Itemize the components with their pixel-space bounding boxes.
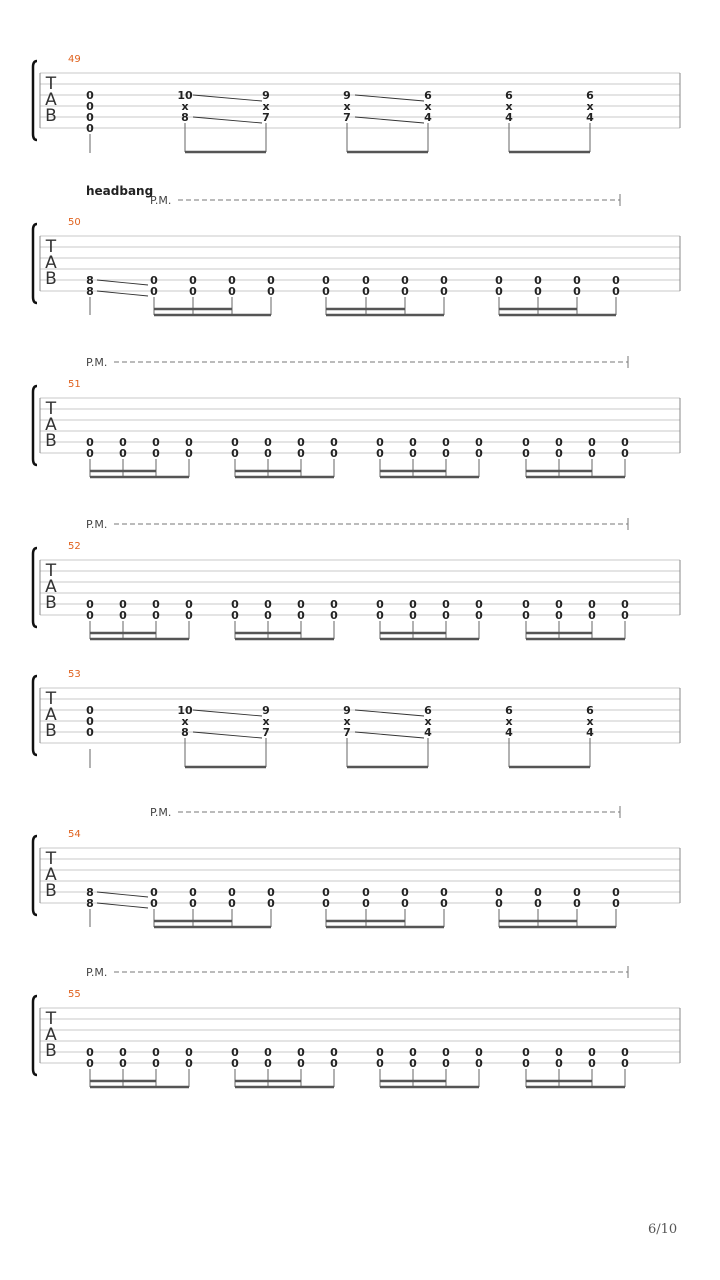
slide-line bbox=[97, 892, 148, 897]
fret-number: 0 bbox=[152, 447, 160, 460]
fret-number: 0 bbox=[534, 886, 542, 899]
fret-number: x bbox=[262, 100, 270, 113]
fret-number: 0 bbox=[189, 897, 197, 910]
measure-number: 50 bbox=[68, 217, 81, 228]
fret-number: 0 bbox=[86, 704, 94, 717]
fret-number: 0 bbox=[475, 598, 483, 611]
fret-number: 0 bbox=[185, 1046, 193, 1059]
fret-number: 0 bbox=[376, 1046, 384, 1059]
fret-number: 0 bbox=[442, 609, 450, 622]
fret-number: x bbox=[181, 100, 189, 113]
fret-number: 0 bbox=[588, 447, 596, 460]
fret-number: 0 bbox=[534, 285, 542, 298]
fret-number: 0 bbox=[362, 285, 370, 298]
tab-letter: T bbox=[45, 849, 57, 869]
fret-number: 0 bbox=[475, 609, 483, 622]
palm-mute-label: P.M. bbox=[150, 806, 172, 819]
fret-number: 7 bbox=[343, 111, 351, 124]
fret-number: 0 bbox=[231, 598, 239, 611]
fret-number: x bbox=[424, 715, 432, 728]
fret-number: 6 bbox=[586, 89, 594, 102]
fret-number: 0 bbox=[189, 886, 197, 899]
fret-number: x bbox=[181, 715, 189, 728]
tab-letter: T bbox=[45, 1009, 57, 1029]
fret-number: 0 bbox=[150, 886, 158, 899]
fret-number: 0 bbox=[621, 609, 629, 622]
tab-letter: A bbox=[45, 253, 57, 273]
tab-letter: T bbox=[45, 689, 57, 709]
fret-number: 0 bbox=[297, 436, 305, 449]
fret-number: 0 bbox=[119, 1046, 127, 1059]
fret-number: 0 bbox=[442, 447, 450, 460]
fret-number: 0 bbox=[86, 100, 94, 113]
fret-number: 0 bbox=[401, 285, 409, 298]
fret-number: 0 bbox=[409, 609, 417, 622]
slide-line bbox=[355, 95, 424, 101]
fret-number: 0 bbox=[475, 1046, 483, 1059]
fret-number: 0 bbox=[264, 1057, 272, 1070]
fret-number: 0 bbox=[297, 609, 305, 622]
fret-number: 8 bbox=[86, 886, 94, 899]
fret-number: 0 bbox=[376, 1057, 384, 1070]
fret-number: 8 bbox=[181, 726, 189, 739]
fret-number: 0 bbox=[119, 436, 127, 449]
fret-number: 0 bbox=[522, 447, 530, 460]
fret-number: x bbox=[262, 715, 270, 728]
fret-number: 0 bbox=[621, 1057, 629, 1070]
fret-number: 0 bbox=[119, 1057, 127, 1070]
fret-number: 0 bbox=[534, 897, 542, 910]
fret-number: 0 bbox=[330, 598, 338, 611]
fret-number: 0 bbox=[86, 447, 94, 460]
palm-mute-label: P.M. bbox=[86, 518, 108, 531]
fret-number: 0 bbox=[185, 436, 193, 449]
fret-number: x bbox=[505, 100, 513, 113]
fret-number: 0 bbox=[264, 598, 272, 611]
tab-letter: A bbox=[45, 577, 57, 597]
fret-number: 0 bbox=[573, 897, 581, 910]
fret-number: 0 bbox=[264, 609, 272, 622]
fret-number: 0 bbox=[264, 1046, 272, 1059]
fret-number: 0 bbox=[228, 274, 236, 287]
fret-number: 0 bbox=[185, 1057, 193, 1070]
fret-number: 0 bbox=[362, 886, 370, 899]
fret-number: 0 bbox=[442, 1046, 450, 1059]
fret-number: 0 bbox=[362, 897, 370, 910]
fret-number: 0 bbox=[522, 1057, 530, 1070]
fret-number: 0 bbox=[189, 285, 197, 298]
tab-letter: B bbox=[45, 721, 57, 741]
fret-number: 0 bbox=[475, 436, 483, 449]
fret-number: 0 bbox=[267, 897, 275, 910]
fret-number: 0 bbox=[621, 598, 629, 611]
fret-number: 8 bbox=[181, 111, 189, 124]
fret-number: 9 bbox=[343, 89, 351, 102]
fret-number: 0 bbox=[409, 1046, 417, 1059]
fret-number: 0 bbox=[152, 1046, 160, 1059]
system-bracket bbox=[33, 996, 37, 1075]
fret-number: 0 bbox=[150, 285, 158, 298]
tab-letter: B bbox=[45, 106, 57, 126]
slide-line bbox=[355, 710, 424, 716]
fret-number: 0 bbox=[588, 1057, 596, 1070]
fret-number: 0 bbox=[119, 609, 127, 622]
fret-number: 0 bbox=[522, 1046, 530, 1059]
fret-number: 0 bbox=[86, 89, 94, 102]
fret-number: 0 bbox=[409, 1057, 417, 1070]
fret-number: 0 bbox=[297, 447, 305, 460]
fret-number: 0 bbox=[231, 1046, 239, 1059]
fret-number: 0 bbox=[86, 715, 94, 728]
fret-number: 8 bbox=[86, 274, 94, 287]
measure-number: 52 bbox=[68, 541, 81, 552]
fret-number: x bbox=[343, 715, 351, 728]
fret-number: 0 bbox=[573, 886, 581, 899]
system-bracket bbox=[33, 386, 37, 465]
fret-number: 0 bbox=[231, 447, 239, 460]
fret-number: 0 bbox=[152, 1057, 160, 1070]
fret-number: 0 bbox=[231, 436, 239, 449]
fret-number: 0 bbox=[555, 1046, 563, 1059]
fret-number: 4 bbox=[586, 111, 594, 124]
fret-number: 0 bbox=[495, 897, 503, 910]
tab-letter: B bbox=[45, 593, 57, 613]
fret-number: 0 bbox=[86, 609, 94, 622]
fret-number: x bbox=[424, 100, 432, 113]
palm-mute-label: P.M. bbox=[86, 966, 108, 979]
fret-number: 0 bbox=[621, 1046, 629, 1059]
fret-number: 0 bbox=[555, 1057, 563, 1070]
fret-number: 0 bbox=[322, 886, 330, 899]
fret-number: 0 bbox=[612, 886, 620, 899]
fret-number: 7 bbox=[343, 726, 351, 739]
fret-number: 0 bbox=[152, 609, 160, 622]
fret-number: x bbox=[505, 715, 513, 728]
fret-number: 0 bbox=[588, 1046, 596, 1059]
fret-number: 0 bbox=[86, 1046, 94, 1059]
slide-line bbox=[193, 710, 262, 716]
fret-number: 0 bbox=[189, 274, 197, 287]
page-number: 6/10 bbox=[648, 1222, 678, 1237]
fret-number: 0 bbox=[555, 598, 563, 611]
fret-number: 6 bbox=[424, 704, 432, 717]
fret-number: 0 bbox=[409, 447, 417, 460]
fret-number: 0 bbox=[401, 897, 409, 910]
fret-number: 0 bbox=[588, 598, 596, 611]
fret-number: 0 bbox=[401, 886, 409, 899]
system-bracket bbox=[33, 836, 37, 915]
fret-number: 7 bbox=[262, 111, 270, 124]
fret-number: 0 bbox=[228, 886, 236, 899]
fret-number: 0 bbox=[231, 609, 239, 622]
fret-number: 0 bbox=[330, 436, 338, 449]
fret-number: 0 bbox=[621, 447, 629, 460]
system-bracket bbox=[33, 224, 37, 303]
tab-letter: T bbox=[45, 399, 57, 419]
fret-number: 0 bbox=[297, 598, 305, 611]
fret-number: 0 bbox=[442, 1057, 450, 1070]
fret-number: 6 bbox=[505, 89, 513, 102]
palm-mute-label: P.M. bbox=[86, 356, 108, 369]
fret-number: 0 bbox=[330, 1057, 338, 1070]
fret-number: 0 bbox=[322, 285, 330, 298]
slide-line bbox=[355, 732, 424, 738]
fret-number: 0 bbox=[612, 897, 620, 910]
fret-number: 0 bbox=[322, 274, 330, 287]
fret-number: 0 bbox=[330, 1046, 338, 1059]
tab-letter: B bbox=[45, 1041, 57, 1061]
fret-number: 0 bbox=[152, 598, 160, 611]
fret-number: 0 bbox=[185, 447, 193, 460]
measure-number: 51 bbox=[68, 379, 81, 390]
fret-number: 0 bbox=[119, 598, 127, 611]
fret-number: 0 bbox=[555, 436, 563, 449]
fret-number: 0 bbox=[588, 436, 596, 449]
fret-number: 0 bbox=[522, 609, 530, 622]
palm-mute-label: P.M. bbox=[150, 194, 172, 207]
fret-number: 0 bbox=[322, 897, 330, 910]
fret-number: 0 bbox=[440, 285, 448, 298]
fret-number: 0 bbox=[442, 598, 450, 611]
tab-letter: A bbox=[45, 705, 57, 725]
fret-number: 0 bbox=[621, 436, 629, 449]
tab-letter: B bbox=[45, 881, 57, 901]
slide-line bbox=[97, 903, 148, 908]
tab-letter: B bbox=[45, 269, 57, 289]
system-bracket bbox=[33, 61, 37, 140]
fret-number: 0 bbox=[297, 1046, 305, 1059]
fret-number: 0 bbox=[86, 726, 94, 739]
fret-number: 4 bbox=[424, 111, 432, 124]
fret-number: 0 bbox=[612, 274, 620, 287]
fret-number: 10 bbox=[177, 89, 193, 102]
tab-letter: A bbox=[45, 90, 57, 110]
fret-number: 4 bbox=[505, 726, 513, 739]
fret-number: 0 bbox=[119, 447, 127, 460]
fret-number: 0 bbox=[264, 447, 272, 460]
fret-number: 0 bbox=[612, 285, 620, 298]
fret-number: 0 bbox=[267, 886, 275, 899]
tab-letter: A bbox=[45, 1025, 57, 1045]
annotation-text: headbang bbox=[86, 184, 154, 198]
fret-number: 6 bbox=[586, 704, 594, 717]
fret-number: 0 bbox=[297, 1057, 305, 1070]
fret-number: 0 bbox=[555, 447, 563, 460]
fret-number: 4 bbox=[505, 111, 513, 124]
fret-number: 0 bbox=[86, 598, 94, 611]
fret-number: 0 bbox=[409, 598, 417, 611]
system-bracket bbox=[33, 676, 37, 755]
fret-number: 0 bbox=[376, 447, 384, 460]
fret-number: 0 bbox=[231, 1057, 239, 1070]
fret-number: 0 bbox=[588, 609, 596, 622]
fret-number: 4 bbox=[586, 726, 594, 739]
fret-number: 6 bbox=[505, 704, 513, 717]
fret-number: 8 bbox=[86, 285, 94, 298]
fret-number: 8 bbox=[86, 897, 94, 910]
fret-number: 10 bbox=[177, 704, 193, 717]
fret-number: 0 bbox=[86, 436, 94, 449]
tab-letter: T bbox=[45, 74, 57, 94]
fret-number: 0 bbox=[150, 897, 158, 910]
fret-number: 0 bbox=[86, 122, 94, 135]
fret-number: 0 bbox=[152, 436, 160, 449]
fret-number: 0 bbox=[150, 274, 158, 287]
fret-number: 0 bbox=[264, 436, 272, 449]
fret-number: 0 bbox=[555, 609, 563, 622]
fret-number: 0 bbox=[495, 886, 503, 899]
fret-number: 0 bbox=[475, 447, 483, 460]
measure-number: 54 bbox=[68, 829, 81, 840]
fret-number: 0 bbox=[228, 285, 236, 298]
slide-line bbox=[193, 117, 262, 123]
fret-number: 0 bbox=[522, 436, 530, 449]
slide-line bbox=[97, 291, 148, 296]
fret-number: 0 bbox=[330, 447, 338, 460]
fret-number: 9 bbox=[343, 704, 351, 717]
fret-number: 4 bbox=[424, 726, 432, 739]
tab-letter: T bbox=[45, 561, 57, 581]
fret-number: 0 bbox=[86, 111, 94, 124]
fret-number: 0 bbox=[573, 274, 581, 287]
fret-number: 0 bbox=[362, 274, 370, 287]
fret-number: 0 bbox=[440, 897, 448, 910]
measure-number: 55 bbox=[68, 989, 81, 1000]
fret-number: 0 bbox=[442, 436, 450, 449]
fret-number: 0 bbox=[330, 609, 338, 622]
tab-letter: B bbox=[45, 431, 57, 451]
fret-number: 6 bbox=[424, 89, 432, 102]
fret-number: 0 bbox=[376, 436, 384, 449]
fret-number: 0 bbox=[522, 598, 530, 611]
fret-number: 0 bbox=[440, 886, 448, 899]
fret-number: 0 bbox=[376, 598, 384, 611]
fret-number: 0 bbox=[376, 609, 384, 622]
fret-number: 0 bbox=[267, 285, 275, 298]
fret-number: 0 bbox=[573, 285, 581, 298]
tab-letter: A bbox=[45, 865, 57, 885]
fret-number: 0 bbox=[495, 274, 503, 287]
fret-number: 0 bbox=[401, 274, 409, 287]
slide-line bbox=[97, 280, 148, 285]
fret-number: 0 bbox=[86, 1057, 94, 1070]
tab-letter: T bbox=[45, 237, 57, 257]
fret-number: 0 bbox=[228, 897, 236, 910]
fret-number: 0 bbox=[267, 274, 275, 287]
fret-number: 7 bbox=[262, 726, 270, 739]
fret-number: 9 bbox=[262, 89, 270, 102]
fret-number: x bbox=[343, 100, 351, 113]
fret-number: 0 bbox=[495, 285, 503, 298]
fret-number: 0 bbox=[185, 598, 193, 611]
fret-number: 0 bbox=[409, 436, 417, 449]
system-bracket bbox=[33, 548, 37, 627]
measure-number: 49 bbox=[68, 54, 81, 65]
fret-number: x bbox=[586, 715, 594, 728]
slide-line bbox=[193, 732, 262, 738]
measure-number: 53 bbox=[68, 669, 81, 680]
fret-number: 0 bbox=[534, 274, 542, 287]
fret-number: x bbox=[586, 100, 594, 113]
fret-number: 0 bbox=[475, 1057, 483, 1070]
tab-letter: A bbox=[45, 415, 57, 435]
fret-number: 9 bbox=[262, 704, 270, 717]
fret-number: 0 bbox=[440, 274, 448, 287]
fret-number: 0 bbox=[185, 609, 193, 622]
slide-line bbox=[355, 117, 424, 123]
slide-line bbox=[193, 95, 262, 101]
